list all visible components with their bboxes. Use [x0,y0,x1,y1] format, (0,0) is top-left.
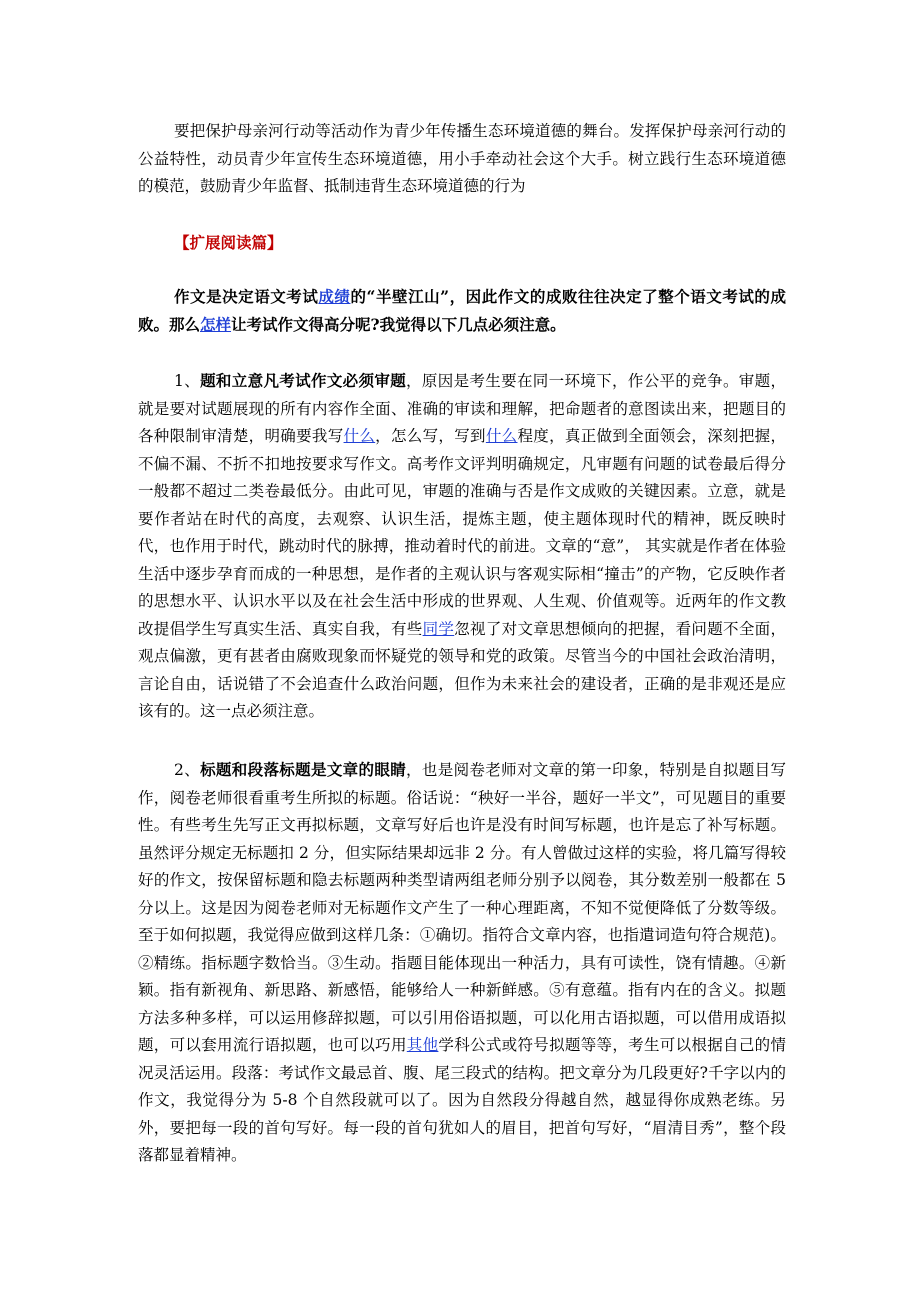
intro-text-b: 的“半壁江山”，因此作文的成败往往决定了整个语文考试的成败。那么 [138,287,786,334]
link-tongxue[interactable]: 同学 [422,619,455,638]
section-1-title: 题和立意凡考试作文必须审题 [200,371,407,390]
link-shenme-1[interactable]: 什么 [343,427,376,445]
section-2-text-b: 学科公式或符号拟题等等，考生可以根据自己的情况灵活运用。段落：考试作文最忌首、腹、尾三段式的结构。把文章分为几段更好?千字以内的作文，我觉得分为 5-8 个自然段就可以了。因为自然段分得越自然，越显得你成熟老练。另外，要把每一段的首句写好。每一段的首句犹如人的眉目，把首句写好，“眉清目秀”，整个段落都显着精神。 [138,1036,786,1164]
section-2-text-a: ，也是阅卷老师对文章的第一印象，特别是自拟题目写作，阅卷老师很看重考生所拟的标题。俗话说：“秧好一半谷，题好一半文”，可见题目的重要性。有些考生先写正文再拟标题，文章写好后也许是没有时间写标题，也许是忘了补写标题。虽然评分规定无标题扣 2 分，但实际结果却远非 2 分。有人曾做过这样的实验，将几篇写得较好的作文，按保留标题和隐去标题两种类型请两组老师分别予以阅卷，其分数差别一般都在 5 分以上。这是因为阅卷老师对无标题作文产生了一种心理距离，不知不觉便降低了分数等级。至于如何拟题，我觉得应做到这样几条：①确切。指符合文章内容，也指遣词造句符合规范)。②精练。指标题字数恰当。③生动。指题目能体现出一种活力，具有可读性，饶有情趣。④新颖。指有新视角、新思路、新感悟，能够给人一种新鲜感。⑤有意蕴。指有内在的含义。拟题方法多种多样，可以运用修辞拟题，可以引用俗语拟题，可以化用古语拟题，可以借用成语拟题，可以套用流行语拟题，也可以巧用 [138,761,786,1054]
section-1-text-d: 忽视了对文章思想倾向的把握，看问题不全面，观点偏激，更有甚者由腐败现象而怀疑党的领导和党的政策。尽管当今的中国社会政治清明，言论自由，话说错了不会追查什么政治问题，但作为未来社会的建设者，正确的是非观还是应该有的。这一点必须注意。 [138,619,786,720]
link-zenyang[interactable]: 怎样 [200,314,232,334]
section-2-paragraph [138,756,786,1170]
section-1-text-b: ，怎么写，写到 [375,427,486,445]
section-heading-text: 【扩展阅读篇】 [174,233,283,252]
link-qita[interactable]: 其他 [406,1036,439,1054]
intro-text-c: 让考试作文得高分呢?我觉得以下几点必须注意。 [231,314,566,334]
section-1-text-c: 程度，真正做到全面领会，深刻把握，不偏不漏、不折不扣地按要求写作文。高考作文评判明确规定，凡审题有问题的试卷最后得分一般都不超过二类卷最低分。由此可见，审题的准确与否是作文成败的关键因素。立意，就是要作者站在时代的高度，去观察、认识生活，提炼主题，使主题体现时代的精神，既反映时代，也作用于时代，跳动时代的脉搏，推动着时代的前进。文章的“意”， 其实就是作者在体验生活中逐步孕育而成的一种思想，是作者的主观认识与客观实际相“撞击”的产物，它反映作者的思想水平、认识水平以及在社会生活中形成的世界观、人生观、价值观等。近两年的作文教改提倡学生写真实生活、真实自我，有些 [138,427,786,638]
section-heading-extended-reading [138,229,786,258]
intro-text-a: 作文是决定语文考试 [174,287,319,306]
link-shenme-2[interactable]: 什么 [485,427,518,445]
section-2-title: 标题和段落标题是文章的眼睛 [200,760,407,779]
paragraph-protect-mother-river: 要把保护母亲河行动等活动作为青少年传播生态环境道德的舞台。发挥保护母亲河行动的公益特性，动员青少年宣传生态环境道德，用小手牵动社会这个大手。树立践行生态环境道德的模范，鼓励青少年监督、抵制违背生态环境道德的行为 [138,122,786,195]
link-chengji[interactable]: 成绩 [318,287,351,306]
intro-paragraph [138,283,786,338]
section-2-number: 2、 [174,761,201,779]
section-1-paragraph [138,367,786,726]
section-1-text-a: ，原因是考生要在同一环境下，作公平的竞争。审题，就是要对试题展现的所有内容作全面、准确的审读和理解，把命题者的意图读出来，把题目的各种限制审清楚，明确要我写 [138,372,786,445]
section-1-number: 1、 [174,372,201,390]
